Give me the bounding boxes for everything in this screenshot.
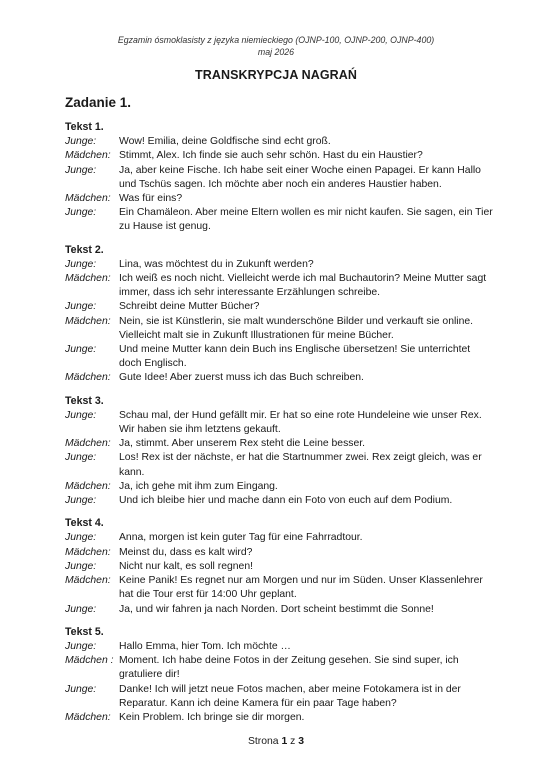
dialogue-text: Kein Problem. Ich bringe sie dir morgen. bbox=[119, 711, 305, 723]
dialogue-text: Stimmt, Alex. Ich finde sie auch sehr schön. Hast du ein Haustier? bbox=[119, 150, 423, 162]
dialogue-line bbox=[65, 258, 495, 272]
dialogue-text: Moment. Ich habe deine Fotos in der Zeitung gesehen. Sie sind super, ich gratuliere dir! bbox=[119, 655, 459, 681]
text-block bbox=[65, 516, 495, 616]
dialogue-text: Ein Chamäleon. Aber meine Eltern wollen es mir nicht kaufen. Sie sagen, ein Tier zu Hause ist genug. bbox=[119, 207, 493, 233]
speaker-label: Mädchen : bbox=[65, 655, 114, 667]
dialogue-line bbox=[65, 494, 495, 508]
dialogue-text: Meinst du, dass es kalt wird? bbox=[119, 546, 253, 558]
dialogue-line bbox=[65, 480, 495, 494]
speaker-label: Junge: bbox=[65, 258, 97, 270]
text-block bbox=[65, 394, 495, 509]
exam-date: maj 2026 bbox=[257, 47, 295, 57]
text-block bbox=[65, 243, 495, 386]
speaker-label: Mädchen: bbox=[65, 193, 111, 205]
text-block bbox=[65, 625, 495, 725]
dialogue-line bbox=[65, 683, 495, 711]
dialogue-line bbox=[65, 164, 495, 192]
footer-prefix: Strona bbox=[247, 736, 279, 747]
speaker-label: Mädchen: bbox=[65, 575, 111, 587]
dialogue-line bbox=[65, 531, 495, 545]
text-block-title: Tekst 3. bbox=[65, 394, 104, 407]
dialogue-text: Und ich bleibe hier und mache dann ein Foto von euch auf dem Podium. bbox=[119, 495, 453, 507]
dialogue-line bbox=[65, 640, 495, 654]
text-block-title: Tekst 2. bbox=[65, 243, 104, 256]
dialogue-text: Lina, was möchtest du in Zukunft werden? bbox=[119, 258, 314, 270]
dialogue-text: Schreibt deine Mutter Bücher? bbox=[119, 301, 260, 313]
dialogue-text: Was für eins? bbox=[119, 193, 183, 205]
speaker-label: Junge: bbox=[65, 301, 97, 313]
dialogue-line bbox=[65, 149, 495, 163]
dialogue-text: Keine Panik! Es regnet nur am Morgen und nur im Süden. Unser Klassenlehrer hat die Tour erst für 14:00 Uhr geplant. bbox=[119, 575, 483, 601]
dialogue-line bbox=[65, 315, 495, 343]
dialogue-line bbox=[65, 451, 495, 479]
dialogue-line bbox=[65, 574, 495, 602]
speaker-label: Junge: bbox=[65, 344, 97, 356]
dialogue-line bbox=[65, 603, 495, 617]
dialogue-text: Gute Idee! Aber zuerst muss ich das Buch schreiben. bbox=[119, 372, 364, 384]
dialogue-text: Nein, sie ist Künstlerin, sie malt wunderschöne Bilder und verkauft sie online. Vielleicht malt sie in Zukunft Illustrationen für meine Bücher. bbox=[119, 315, 474, 341]
speaker-label: Mädchen: bbox=[65, 372, 111, 384]
speaker-label: Junge: bbox=[65, 560, 97, 572]
page-title: TRANSKRYPCJA NAGRAŃ bbox=[194, 68, 358, 82]
dialogue-line bbox=[65, 272, 495, 300]
speaker-label: Junge: bbox=[65, 495, 97, 507]
speaker-label: Junge: bbox=[65, 409, 97, 421]
dialogue-text: Ja, und wir fahren ja nach Norden. Dort scheint bestimmt die Sonne! bbox=[119, 603, 434, 615]
total-pages: 3 bbox=[298, 736, 305, 747]
dialogue-line bbox=[65, 711, 495, 725]
text-block-title: Tekst 5. bbox=[65, 625, 104, 638]
transcript-body bbox=[65, 120, 495, 733]
page-footer bbox=[0, 736, 552, 747]
dialogue-text: Ja, ich gehe mit ihm zum Eingang. bbox=[119, 480, 278, 492]
speaker-label: Junge: bbox=[65, 640, 97, 652]
dialogue-line bbox=[65, 371, 495, 385]
speaker-label: Junge: bbox=[65, 532, 97, 544]
speaker-label: Junge: bbox=[65, 603, 97, 615]
current-page-number: 1 bbox=[281, 736, 288, 747]
exam-header-line: Egzamin ósmoklasisty z języka niemieckiego (OJNP-100, OJNP-200, OJNP-400) bbox=[117, 35, 435, 45]
dialogue-line bbox=[65, 192, 495, 206]
speaker-label: Junge: bbox=[65, 207, 97, 219]
dialogue-line bbox=[65, 409, 495, 437]
dialogue-text: Ich weiß es noch nicht. Vielleicht werde ich mal Buchautorin? Meine Mutter sagt immer, dass ich sehr interessante Erzählungen schreibe. bbox=[119, 273, 487, 299]
dialogue-text: Danke! Ich will jetzt neue Fotos machen, aber meine Fotokamera ist in der Reparatur. Kann ich deine Kamera für ein paar Tage haben? bbox=[119, 683, 461, 709]
task-heading: Zadanie 1. bbox=[65, 95, 132, 110]
dialogue-line bbox=[65, 343, 495, 371]
dialogue-text: Anna, morgen ist kein guter Tag für eine Fahrradtour. bbox=[119, 532, 363, 544]
dialogue-line bbox=[65, 300, 495, 314]
dialogue-text: Wow! Emilia, deine Goldfische sind echt groß. bbox=[119, 136, 331, 148]
speaker-label: Junge: bbox=[65, 683, 97, 695]
dialogue-text: Ja, aber keine Fische. Ich habe seit einer Woche einen Papagei. Er kann Hallo und Tschüs sagen. Ich möchte aber noch ein anderes Haustier haben. bbox=[119, 164, 481, 190]
dialogue-text: Nicht nur kalt, es soll regnen! bbox=[119, 560, 253, 572]
speaker-label: Junge: bbox=[65, 452, 97, 464]
footer-separator: z bbox=[290, 736, 296, 747]
text-block-title: Tekst 1. bbox=[65, 121, 104, 133]
dialogue-text: Los! Rex ist der nächste, er hat die Startnummer zwei. Rex zeigt gleich, was er kann. bbox=[119, 452, 482, 478]
speaker-label: Mädchen: bbox=[65, 315, 111, 327]
speaker-label: Mädchen: bbox=[65, 150, 111, 162]
dialogue-text: Hallo Emma, hier Tom. Ich möchte … bbox=[119, 640, 291, 652]
speaker-label: Mädchen: bbox=[65, 273, 111, 285]
dialogue-line bbox=[65, 560, 495, 574]
dialogue-line bbox=[65, 437, 495, 451]
text-block bbox=[65, 120, 495, 235]
dialogue-text: Ja, stimmt. Aber unserem Rex steht die Leine besser. bbox=[119, 438, 366, 450]
speaker-label: Junge: bbox=[65, 136, 97, 148]
speaker-label: Mädchen: bbox=[65, 438, 111, 450]
dialogue-line bbox=[65, 546, 495, 560]
speaker-label: Mädchen: bbox=[65, 546, 111, 558]
dialogue-line bbox=[65, 135, 495, 149]
speaker-label: Mädchen: bbox=[65, 480, 111, 492]
dialogue-line bbox=[65, 654, 495, 682]
dialogue-text: Schau mal, der Hund gefällt mir. Er hat so eine rote Hundeleine wie unser Rex. Wir haben sie ihm letztens gekauft. bbox=[119, 409, 482, 436]
speaker-label: Mädchen: bbox=[65, 711, 111, 723]
dialogue-text: Und meine Mutter kann dein Buch ins Englische übersetzen! Sie unterrichtet doch Englisch. bbox=[119, 344, 471, 370]
speaker-label: Junge: bbox=[65, 164, 97, 176]
text-block-title: Tekst 4. bbox=[65, 517, 104, 530]
dialogue-line bbox=[65, 206, 495, 234]
